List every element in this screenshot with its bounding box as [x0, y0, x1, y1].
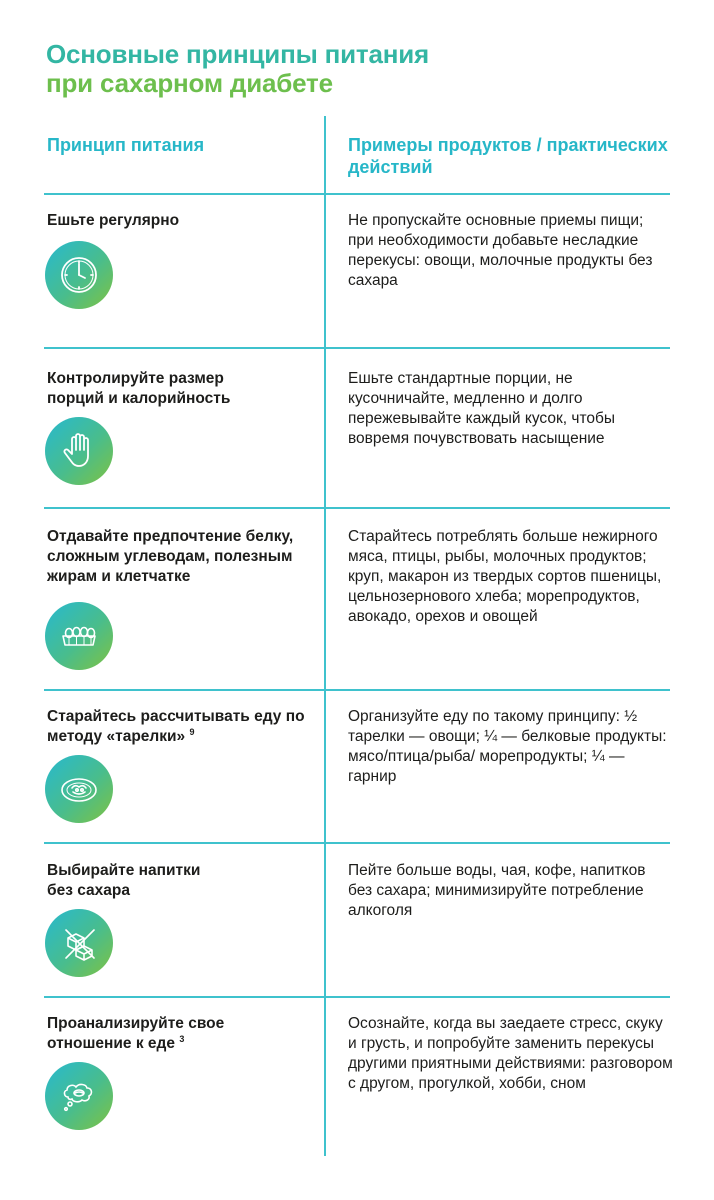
principle-text: Старайтесь рассчитывать еду по методу «тарелки» $^9$ — [47, 708, 305, 745]
principle-text: Выбирайте напитки без сахара — [47, 862, 201, 899]
hand-icon — [45, 417, 113, 485]
action-text: Осознайте, когда вы заедаете стресс, скуку и грусть, и попробуйте заменить перекусы другими приятными действиями: разговором с другом, прогулкой, хобби, сном — [348, 1015, 673, 1092]
action-text: Старайтесь потреблять больше нежирного мяса, птицы, рыбы, молочных продуктов; круп, макарон из твердых сортов пшеницы, цельнозернового хлеба; морепродуктов, авокадо, орехов и овощей — [348, 528, 662, 625]
row-divider — [44, 996, 670, 998]
footnote-ref: 3 — [179, 1033, 185, 1044]
action-text: Ешьте стандартные порции, не кусочничайте, медленно и долго пережевывайте каждый кусок, чтобы вовремя почувствовать насыщение — [348, 370, 616, 447]
column-header-principle: Принцип питания — [47, 135, 205, 155]
row-divider — [44, 689, 670, 691]
column-header-examples: Примеры продуктов / практических действий — [348, 135, 668, 177]
page-title — [46, 40, 429, 98]
principle-text: Отдавайте предпочтение белку, сложным углеводам, полезным жирам и клетчатке — [47, 528, 294, 585]
thought-food-icon — [45, 1062, 113, 1130]
clock-icon — [45, 241, 113, 309]
header-divider — [44, 193, 670, 195]
principle-text: Ешьте регулярно — [47, 212, 180, 229]
footnote-ref: 9 — [189, 726, 195, 737]
title-line-2: при сахарном диабете — [46, 68, 333, 98]
action-text: Пейте больше воды, чая, кофе, напитков без сахара; минимизируйте потребление алкоголя — [348, 862, 646, 919]
principle-text: Проанализируйте свое отношение к еде $^3$ — [47, 1015, 225, 1052]
principle-text: Контролируйте размер порций и калорийность — [47, 370, 231, 407]
title-line-1: Основные принципы питания — [46, 39, 429, 69]
row-divider — [44, 507, 670, 509]
action-text: Организуйте еду по такому принципу: ½ тарелки — овощи; ¼ — белковые продукты: мясо/птица/рыба/ морепродукты; ¼ — гарнир — [348, 708, 667, 785]
egg-carton-icon — [45, 602, 113, 670]
column-divider — [324, 116, 326, 1156]
row-divider — [44, 842, 670, 844]
action-text: Не пропускайте основные приемы пищи; при необходимости добавьте несладкие перекусы: овощи, молочные продукты без сахара — [348, 212, 653, 289]
plate-icon — [45, 755, 113, 823]
no-sugar-icon — [45, 909, 113, 977]
row-divider — [44, 347, 670, 349]
